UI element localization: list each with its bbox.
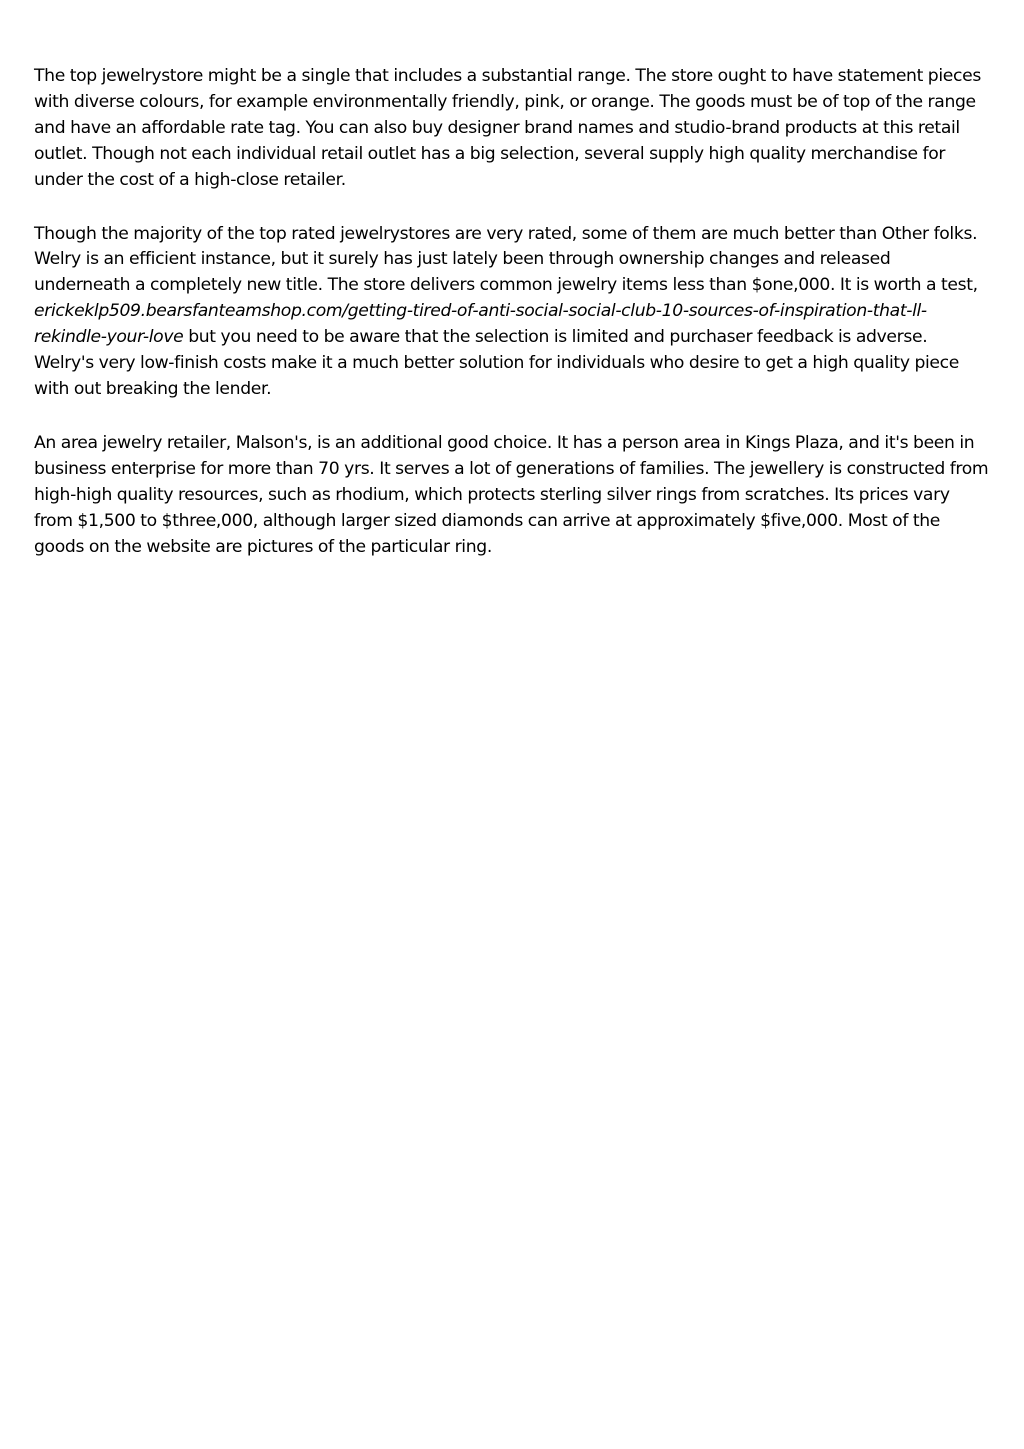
article-body	[34, 64, 990, 588]
paragraph-1: The top jewelrystore might be a single that includes a substantial range. The store ought to have statement pieces with diverse colours, for example environmentally friendly, pink, or orange. The goods must be of top of the range and have an affordable rate tag. You can also buy designer brand names and studio-brand products at this retail outlet. Though not each individual retail outlet has a big selection, several supply high quality merchandise for under the cost of a high-close retailer.	[34, 66, 981, 190]
article-link[interactable]: erickeklp509.bearsfanteamshop.com/getting-tired-of-anti-social-social-club-10-sources-of-inspiration-that-ll-rekindle-your-love	[34, 301, 927, 348]
paragraph-3: An area jewelry retailer, Malson's, is an additional good choice. It has a person area in Kings Plaza, and it's been in business enterprise for more than 70 yrs. It serves a lot of generations of families. The jewellery is constructed from high-high quality resources, such as rhodium, which protects sterling silver rings from scratches. Its prices vary from $1,500 to $three,000, although larger sized diamonds can arrive at approximately $five,000. Most of the goods on the website are pictures of the particular ring.	[34, 432, 989, 557]
paragraph-2-text-after-link: but you need to be aware that the selection is limited and purchaser feedback is adverse. Welry's very low-finish costs make it a much better solution for individuals who desire to get a high quality piece with out breaking the lender.	[34, 327, 959, 399]
paragraph-2	[34, 222, 990, 403]
paragraph-2-text-before-link: Though the majority of the top rated jewelrystores are very rated, some of them are much better than Other folks. Welry is an efficient instance, but it surely has just lately been through ownership changes and released underneath a completely new title. The store delivers common jewelry items less than $one,000. It is worth a test,	[34, 223, 978, 296]
